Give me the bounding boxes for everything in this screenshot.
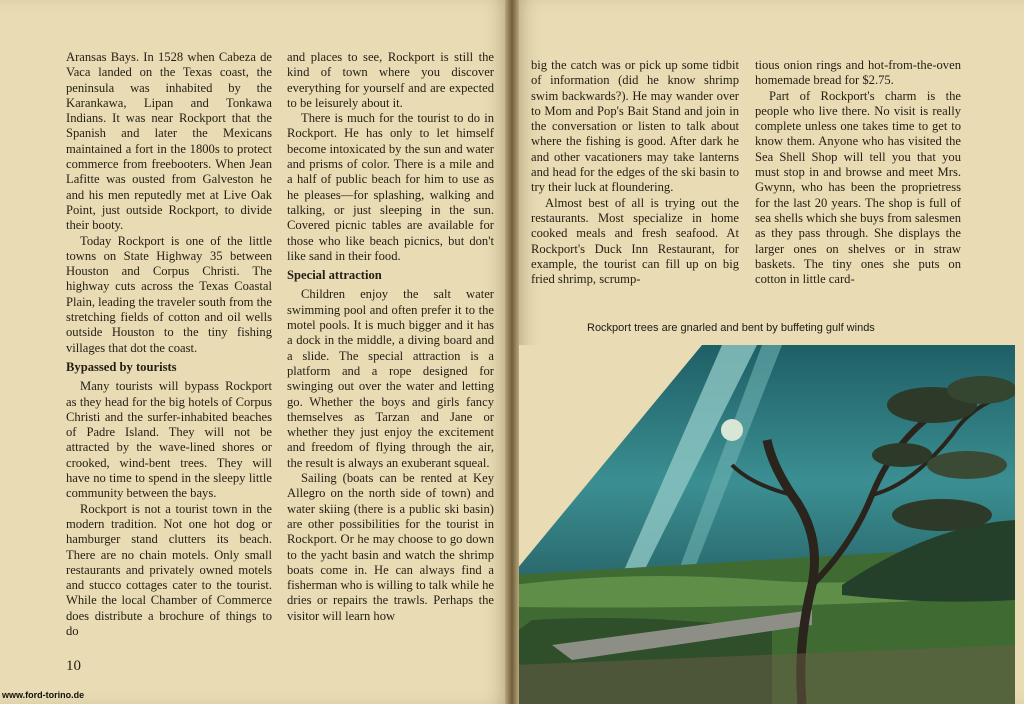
paragraph: Aransas Bays. In 1528 when Cabeza de Vaca landed on the Texas coast, the peninsula was inhabited by the Karankawa, Lipan and Tonkawa Indians. It was near Rockport that the Spanish and later the Mexicans maintained a fort in the 1800s to protect commerce from freebooters. When Jean Lafitte was ousted from Galveston he and his men reputedly met at Live Oak Point, just outside Rockport, to divide their booty. bbox=[66, 50, 272, 233]
paragraph: Part of Rockport's charm is the people who live there. No visit is really complete unless one takes time to get to know them. Anyone who has visited the Sea Shell Shop will tell you that you must stop in and browse and meet Mrs. Gwynn, who has been the proprietress for the last 20 years. The shop is full of sea shells which she buys from salesmen as they pass through. She displays the larger ones on shelves or in straw baskets. The tiny ones she puts on cotton in little card- bbox=[755, 88, 961, 287]
left-column-2 bbox=[287, 50, 494, 624]
paragraph: There is much for the tourist to do in Rockport. He has only to let himself become intoxicated by the sun and water and prisms of color. There is a mile and a half of public beach for him to use as he pleases—for splashing, walking and talking, or just sleeping in the sun. Covered picnic tables are available for those who like beach picnics, but don't like sand in their food. bbox=[287, 111, 494, 263]
right-column-1 bbox=[531, 58, 739, 287]
paragraph: Children enjoy the salt water swimming pool and often prefer it to the motel pools. It is much bigger and it has a dock in the middle, a diving board and a slide. The special attraction is a platform and a rope designed for swinging out over the water and letting go. Whether the boys and girls fancy themselves as Tarzan and Jane or whether they just enjoy the excitement and freedom of flying through the air, the result is always an exuberant squeal. bbox=[287, 287, 494, 470]
paragraph: big the catch was or pick up some tidbit of information (did he know shrimp swim backwards?). He may wander over to Mom and Pop's Bait Stand and join in the conversation or listen to talk about where the fishing is good. After dark he and other vacationers may take lanterns and head for the edges of the ski basin to try their luck at floundering. bbox=[531, 58, 739, 195]
paragraph: Rockport is not a tourist town in the modern tradition. Not one hot dog or hamburger stand clutters its beach. There are no chain motels. Only small restaurants and privately owned motels and stucco cottages cater to the tourist. While the local Chamber of Commerce does distribute a brochure of things to do bbox=[66, 501, 272, 638]
paragraph: Almost best of all is trying out the restaurants. Most specialize in home cooked meals and fresh seafood. At Rockport's Duck Inn Restaurant, for example, the tourist can fill up on big fried shrimp, scrump- bbox=[531, 195, 739, 287]
page-number: 10 bbox=[66, 658, 81, 674]
section-heading: Special attraction bbox=[287, 268, 382, 283]
right-column-2 bbox=[755, 58, 961, 287]
watermark: www.ford-torino.de bbox=[2, 690, 85, 700]
rockport-trees-illustration bbox=[512, 345, 1015, 704]
book-gutter bbox=[505, 0, 519, 704]
illustration-caption: Rockport trees are gnarled and bent by buffeting gulf winds bbox=[587, 322, 875, 334]
section-heading: Bypassed by tourists bbox=[66, 359, 177, 374]
left-column-1 bbox=[66, 50, 272, 639]
paragraph: and places to see, Rockport is still the kind of town where you discover everything for yourself and are expected to be leisurely about it. bbox=[287, 50, 494, 110]
paragraph: Sailing (boats can be rented at Key Allegro on the north side of town) and water skiing (there is a public ski basin) are other possibilities for the tourist in Rockport. Or he may choose to go down to the yacht basin and watch the shrimp boats come in. He can always find a fisherman who is willing to talk while he dries or repairs the trawls. Perhaps the visitor will learn how bbox=[287, 471, 494, 623]
paragraph: tious onion rings and hot-from-the-oven homemade bread for $2.75. bbox=[755, 58, 961, 88]
paragraph: Today Rockport is one of the little towns on State Highway 35 between Houston and Corpus Christi. The highway cuts across the Texas Coastal Plain, leading the traveler south from the stretching fields of cotton and oil wells outside Houston to the tiny fishing villages that dot the coast. bbox=[66, 233, 272, 355]
paragraph: Many tourists will bypass Rockport as they head for the big hotels of Corpus Christi and the surfer-inhabited beaches of Padre Island. They will not be attracted by the wave-lined shores or crooked, wind-bent trees. They will have no time to spend in the sleepy little community between the bays. bbox=[66, 379, 272, 501]
